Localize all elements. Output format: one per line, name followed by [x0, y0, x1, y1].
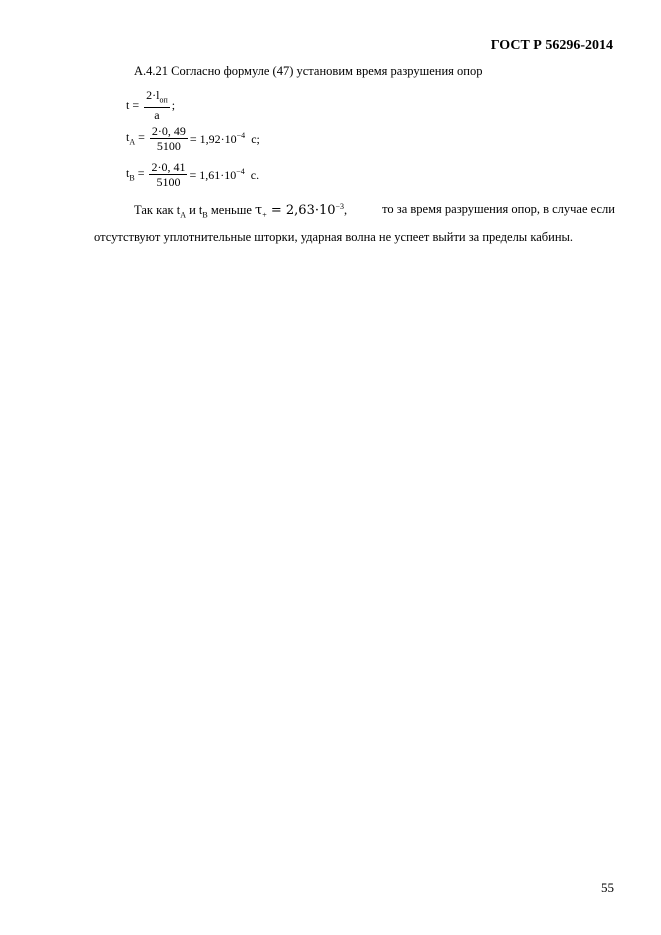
formula-t-a	[126, 124, 260, 153]
document-code-header: ГОСТ Р 56296-2014	[490, 38, 613, 53]
conclusion-text-end: то за время разрушения опор, в случае если	[382, 202, 615, 216]
conclusion-line-2: отсутствуют уплотнительные шторки, ударная волна не успеет выйти за пределы кабины.	[94, 230, 574, 244]
fraction-denominator: a	[154, 108, 160, 123]
formula-variable: $t_B$ =	[126, 166, 145, 183]
formula-variable: $t_A$ =	[126, 130, 145, 147]
formula-result: = $1,61\cdot 10^{-4}$ с.	[189, 166, 260, 182]
fraction	[149, 160, 187, 189]
formula-t-b	[126, 160, 259, 189]
formula-result: = $1,92\cdot 10^{-4}$ с;	[189, 130, 260, 146]
conclusion-line-1	[134, 202, 615, 220]
section-paragraph: А.4.21 Согласно формуле (47) установим время разрушения опор	[134, 64, 483, 78]
fraction-numerator: $2\cdot l_{оп}$	[144, 88, 170, 108]
fraction-denominator: 5100	[156, 139, 181, 153]
fraction-numerator: 2·0, 49	[151, 124, 186, 138]
formula-general	[126, 88, 175, 122]
conclusion-text-start: Так как $t_A$ и $t_B$ меньше $\tau_+ = 2,63\cdot 10^{-3}$,	[134, 202, 348, 220]
formula-tail: ;	[171, 97, 176, 112]
fraction-denominator: 5100	[156, 175, 181, 189]
fraction-numerator: 2·0, 41	[151, 160, 186, 174]
fraction	[144, 88, 170, 122]
page-number: 55	[601, 880, 614, 895]
fraction	[150, 124, 188, 153]
formula-lhs: t =	[126, 97, 140, 112]
